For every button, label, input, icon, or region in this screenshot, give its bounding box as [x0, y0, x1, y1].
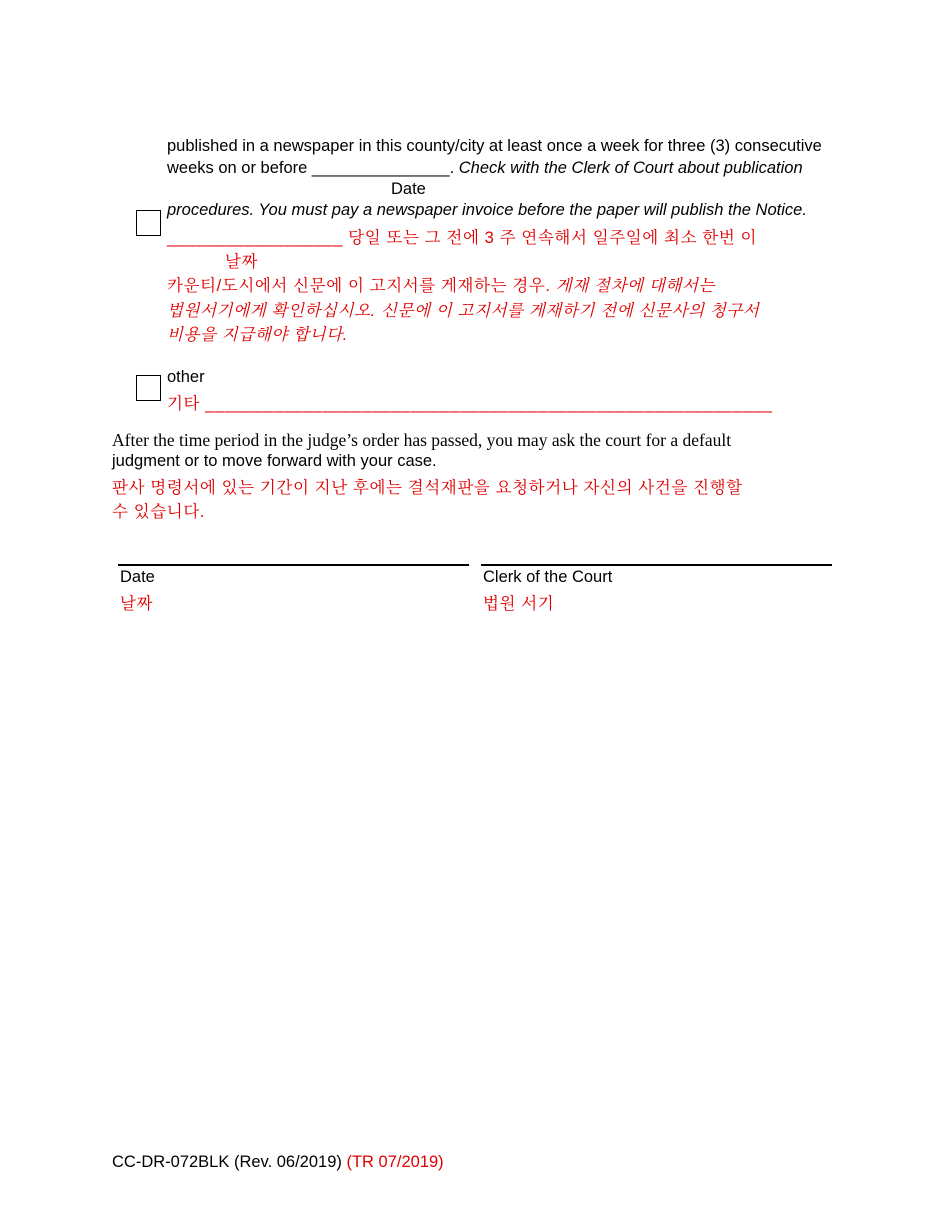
after-line-2: judgment or to move forward with your case.	[112, 452, 437, 470]
signature-clerk-label-ko: 법원 서기	[483, 595, 555, 613]
publication-checkbox[interactable]	[136, 210, 161, 236]
signature-clerk-label: Clerk of the Court	[483, 568, 613, 586]
publication-ko-line-2	[167, 272, 715, 296]
form-footer	[112, 1153, 444, 1172]
after-ko-line-1: 판사 명령서에 있는 기간이 지난 후에는 결석재판을 요청하거나 자신의 사건을 진행할	[112, 479, 743, 497]
other-blank: __________________________________________________________	[205, 395, 773, 413]
publication-line-3: procedures. You must pay a newspaper invoice before the paper will publish the Notice.	[167, 201, 807, 219]
other-checkbox[interactable]	[136, 375, 161, 401]
publication-line-2-text: weeks on or before _______________.	[167, 159, 459, 177]
after-line-1: After the time period in the judge’s order has passed, you may ask the court for a default	[112, 430, 732, 450]
publication-line-2	[167, 159, 803, 178]
publication-ko-line-3: 법원서기에게 확인하십시오. 신문에 이 고지서를 게재하기 전에 신문사의 청구서	[167, 302, 760, 320]
publication-ko-line-2-text: 카운티/도시에서 신문에 이 고지서를 게재하는 경우.	[167, 277, 556, 295]
signature-date-label: Date	[120, 568, 155, 586]
publication-ko-line-2-italic: 게재 절차에 대해서는	[555, 277, 716, 295]
after-ko-line-2: 수 있습니다.	[112, 503, 206, 521]
publication-line-1: published in a newspaper in this county/city at least once a week for three (3) consecutive	[167, 137, 822, 155]
date-caption: Date	[391, 180, 426, 198]
date-caption-ko: 날짜	[225, 253, 259, 271]
form-id: CC-DR-072BLK (Rev. 06/2019)	[112, 1153, 347, 1171]
signature-date-label-ko: 날짜	[120, 595, 154, 613]
other-field[interactable]	[167, 390, 772, 414]
publication-ko-line-4: 비용을 지급해야 합니다.	[167, 326, 348, 344]
translation-revision: (TR 07/2019)	[346, 1153, 444, 1171]
other-label: other	[167, 368, 205, 386]
other-label-ko: 기타	[167, 395, 206, 413]
publication-ko-line-1: __________________ 당일 또는 그 전에 3 주 연속해서 일주일에 최소 한번 이	[167, 229, 758, 247]
clerk-signature-line	[481, 564, 832, 566]
date-signature-line	[118, 564, 469, 566]
publication-line-2-italic: Check with the Clerk of Court about publication	[458, 159, 803, 177]
